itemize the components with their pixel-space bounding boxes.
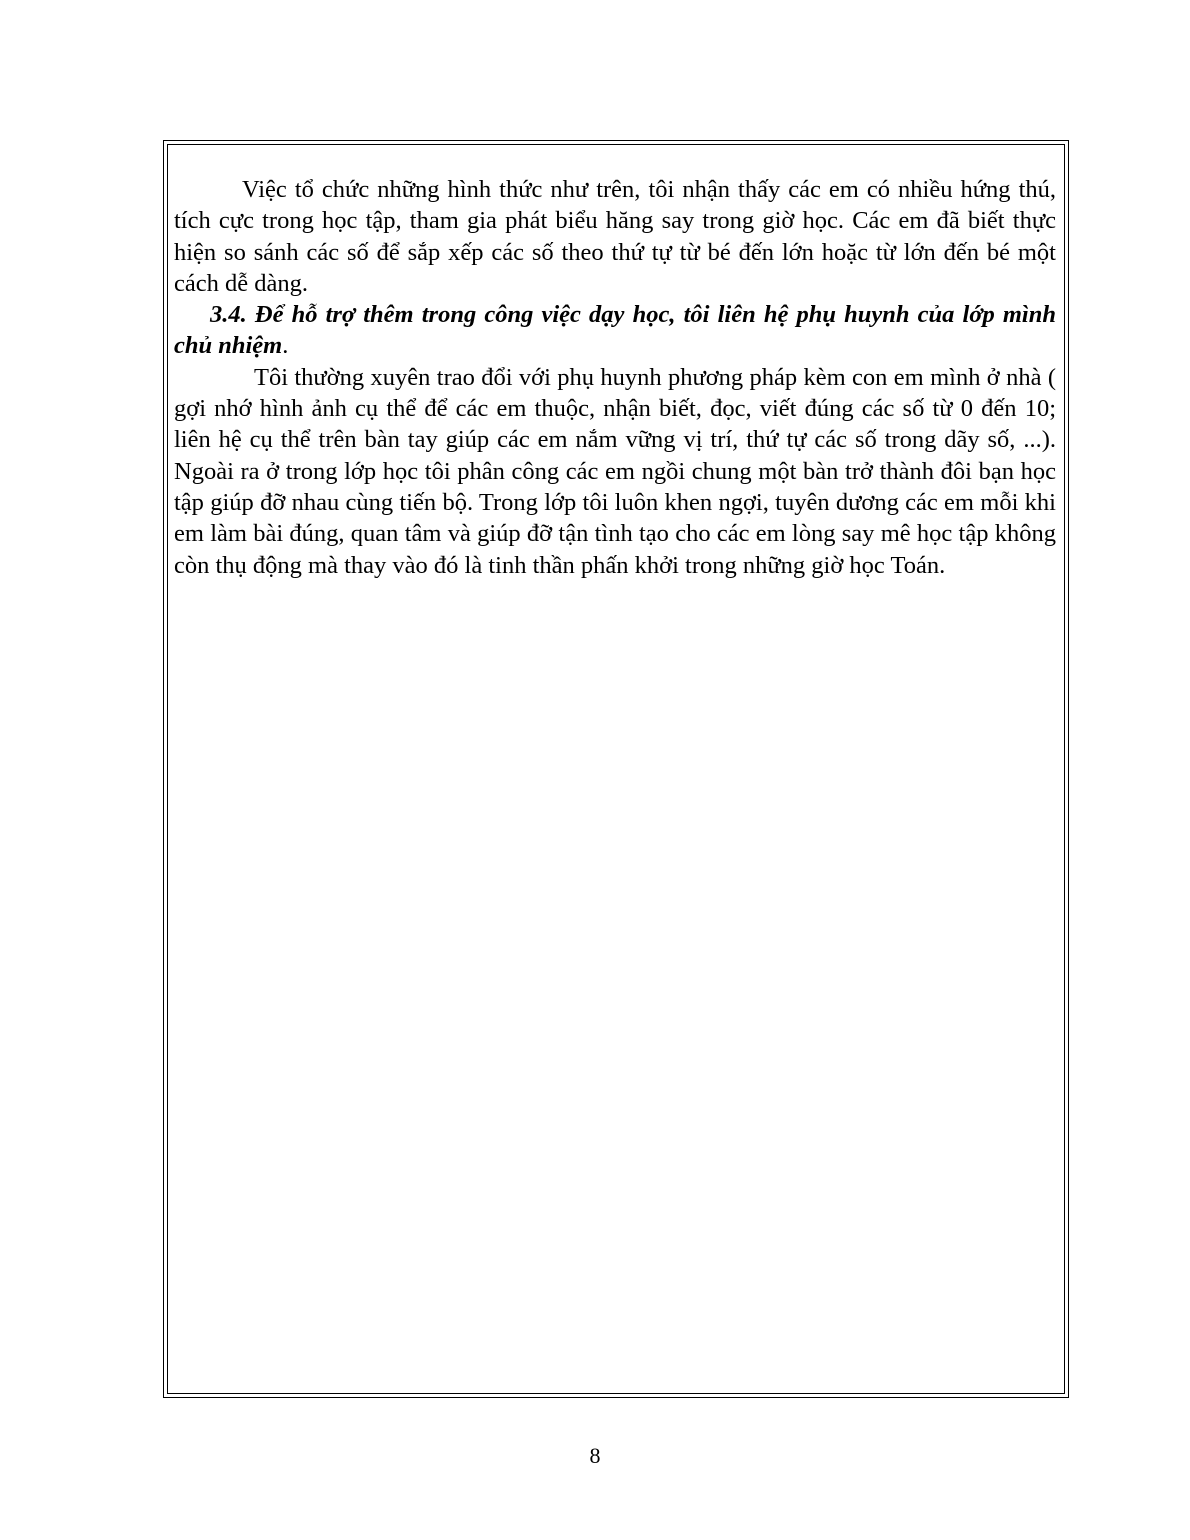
document-body [174, 174, 1056, 581]
section-heading [174, 299, 1056, 362]
section-heading-tail: . [282, 332, 289, 360]
page-number: 8 [589, 1443, 601, 1468]
paragraph-2: Tôi thường xuyên trao đổi với phụ huynh phương pháp kèm con em mình ở nhà ( gợi nhớ hình ảnh cụ thể để các em thuộc, nhận biết, đọc, viết đúng các số từ 0 đến 10; liên hệ cụ thể trên bàn tay giúp các em nắm vững vị trí, thứ tự các số trong dãy số, ...). Ngoài ra ở trong lớp học tôi phân công các em ngồi chung một bàn trở thành đôi bạn học tập giúp đỡ nhau cùng tiến bộ. Trong lớp tôi luôn khen ngợi, tuyên dương các em mỗi khi em làm bài đúng, quan tâm và giúp đỡ tận tình tạo cho các em lòng say mê học tập không còn thụ động mà thay vào đó là tinh thần phấn khởi trong những giờ học Toán. [174, 363, 1056, 579]
paragraph-1: Việc tổ chức những hình thức như trên, tôi nhận thấy các em có nhiều hứng thú, tích cực trong học tập, tham gia phát biểu hăng say trong giờ học. Các em đã biết thực hiện so sánh các số để sắp xếp các số theo thứ tự từ bé đến lớn hoặc từ lớn đến bé một cách dễ dàng. [174, 176, 1056, 297]
section-heading-text: 3.4. Để hỗ trợ thêm trong công việc dạy học, tôi liên hệ phụ huynh của lớp mình chủ nhiệm [174, 301, 1056, 360]
